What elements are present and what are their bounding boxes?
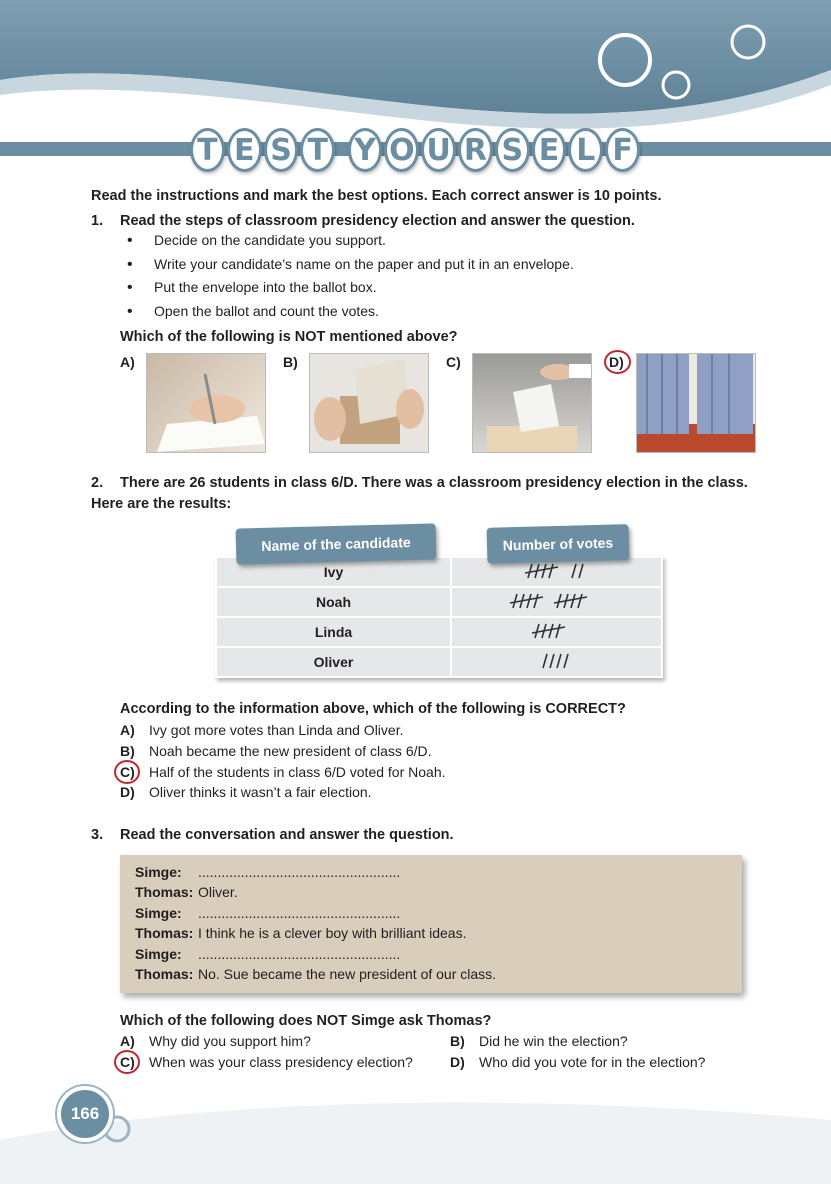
- tally-mark: [557, 594, 561, 608]
- tally-mark: [549, 624, 553, 638]
- answer-mark-icon: [114, 760, 140, 784]
- title-letter: R: [458, 128, 493, 172]
- question-text: Read the steps of classroom presidency election and answer the question.: [120, 213, 635, 229]
- tally-mark: [513, 594, 517, 608]
- dialog-line: Thomas: Oliver.: [135, 884, 238, 900]
- dialog-line: Simge: ....................................................: [135, 905, 401, 921]
- list-item: • Put the envelope into the ballot box.: [127, 279, 377, 296]
- table-row: [216, 617, 662, 647]
- tally-cell: [451, 647, 662, 677]
- tally-cell: [451, 587, 662, 617]
- instructions: Read the instructions and mark the best options. Each correct answer is 10 points.: [91, 188, 662, 204]
- tally-mark: [534, 594, 538, 608]
- answer-mark-icon: [604, 350, 631, 374]
- conversation-box: [120, 855, 742, 993]
- answer-option[interactable]: B) Did he win the election?: [450, 1033, 628, 1049]
- dialog-line: Simge: ....................................................: [135, 864, 401, 880]
- option-label[interactable]: A): [120, 354, 135, 370]
- title-letter: Y: [348, 128, 383, 172]
- tally-mark: [528, 564, 532, 578]
- question-prompt: According to the information above, which of the following is CORRECT?: [120, 701, 626, 717]
- dialog-line: Thomas: I think he is a clever boy with brilliant ideas.: [135, 925, 467, 941]
- title-letter: E: [532, 128, 567, 172]
- answer-option[interactable]: B) Noah became the new president of class 6/D.: [120, 743, 432, 759]
- table-row: [216, 587, 662, 617]
- table-header-votes: Number of votes: [487, 524, 630, 564]
- title-letter: T: [300, 128, 335, 172]
- voting-booth-photo[interactable]: [636, 353, 756, 453]
- paper-into-envelope-photo[interactable]: [309, 353, 429, 453]
- tally-mark: [572, 564, 576, 578]
- title-letter: S: [495, 128, 530, 172]
- writing-on-paper-photo[interactable]: [146, 353, 266, 453]
- page-title: [190, 118, 640, 182]
- tally-mark: [535, 624, 539, 638]
- tally-cell: [451, 617, 662, 647]
- question-number: 1.: [91, 213, 104, 229]
- list-item: • Write your candidate’s name on the paper and put it in an envelope.: [127, 255, 574, 273]
- option-label[interactable]: C): [446, 354, 461, 370]
- tally-mark: [550, 654, 554, 668]
- title-letter: O: [384, 128, 419, 172]
- tally-mark: [527, 594, 531, 608]
- question-prompt: Which of the following is NOT mentioned above?: [120, 329, 458, 345]
- title-letter: F: [605, 128, 640, 172]
- ballot-into-box-photo[interactable]: [472, 353, 592, 453]
- candidate-name: Noah: [216, 587, 451, 617]
- tally-mark: [564, 654, 568, 668]
- table-header-name: Name of the candidate: [236, 523, 437, 564]
- question-number: 3.: [91, 827, 104, 843]
- candidate-name: Ivy: [216, 557, 451, 587]
- title-letter: U: [421, 128, 456, 172]
- question-text-continued: Here are the results:: [91, 496, 232, 512]
- candidate-name: Linda: [216, 617, 451, 647]
- answer-option[interactable]: D) Who did you vote for in the election?: [450, 1054, 706, 1070]
- steps-list: [127, 232, 574, 326]
- tally-mark: [557, 654, 561, 668]
- title-letter: T: [190, 128, 225, 172]
- footer-wave-decoration: [0, 1080, 831, 1184]
- question-number: 2.: [91, 475, 104, 491]
- dialog-line: Simge: ....................................................: [135, 946, 401, 962]
- tally-mark: [571, 594, 575, 608]
- question-text: There are 26 students in class 6/D. There was a classroom presidency election in the class.: [120, 475, 748, 491]
- tally-mark: [549, 564, 553, 578]
- tally-mark: [542, 564, 546, 578]
- tally-mark: [556, 624, 560, 638]
- page-number: 166: [57, 1086, 113, 1142]
- dialog-line: Thomas: No. Sue became the new president of our class.: [135, 966, 497, 982]
- question-prompt: Which of the following does NOT Simge ask Thomas?: [120, 1013, 492, 1029]
- tally-mark: [543, 654, 547, 668]
- answer-mark-icon: [114, 1050, 140, 1074]
- table-row: [216, 647, 662, 677]
- answer-option[interactable]: A) Why did you support him?: [120, 1033, 311, 1049]
- answer-option[interactable]: A) Ivy got more votes than Linda and Oliver.: [120, 722, 404, 738]
- tally-mark: [579, 564, 583, 578]
- title-letter: E: [227, 128, 262, 172]
- candidate-name: Oliver: [216, 647, 451, 677]
- title-letter: L: [568, 128, 603, 172]
- answer-option[interactable]: C) When was your class presidency election?: [120, 1054, 413, 1070]
- option-label[interactable]: D): [609, 354, 624, 370]
- tally-mark: [578, 594, 582, 608]
- question-text: Read the conversation and answer the question.: [120, 827, 454, 843]
- answer-option[interactable]: C) Half of the students in class 6/D voted for Noah.: [120, 764, 446, 780]
- list-item: • Open the ballot and count the votes.: [127, 302, 379, 320]
- title-letter: S: [264, 128, 299, 172]
- votes-table: [215, 556, 663, 678]
- list-item: • Decide on the candidate you support.: [127, 232, 386, 249]
- answer-option[interactable]: D) Oliver thinks it wasn’t a fair election.: [120, 784, 372, 800]
- option-label[interactable]: B): [283, 354, 298, 370]
